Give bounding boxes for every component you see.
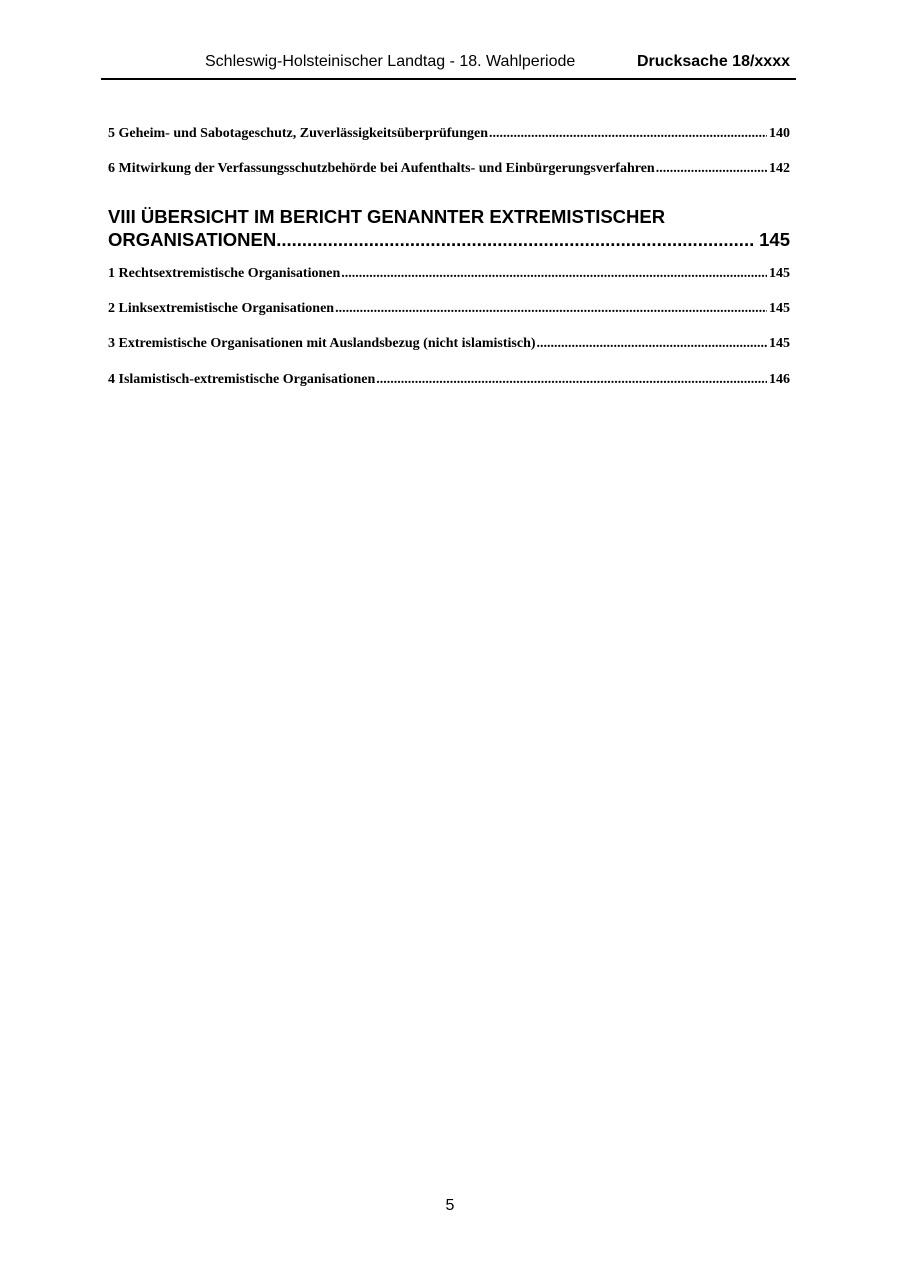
toc-chapter-viii[interactable] — [108, 205, 790, 251]
toc-entry-page: 142 — [769, 161, 790, 176]
toc-dot-leader — [376, 372, 767, 388]
toc-entry-4[interactable] — [108, 372, 790, 388]
toc-entry-page: 140 — [769, 126, 790, 141]
chapter-title-line1: VIII ÜBERSICHT IM BERICHT GENANNTER EXTREMISTISCHER — [108, 206, 666, 227]
toc-entry-page: 145 — [769, 266, 790, 281]
page-header — [101, 52, 796, 80]
toc-entry-3[interactable] — [108, 336, 790, 352]
toc-dot-leader — [656, 161, 767, 177]
toc-entry-label: 3 Extremistische Organisationen mit Auslandsbezug (nicht islamistisch) — [108, 336, 536, 351]
chapter-page: 145 — [759, 229, 790, 250]
toc-dot-leader — [489, 126, 767, 142]
toc-dot-leader — [341, 266, 767, 282]
toc-entry-page: 145 — [769, 301, 790, 316]
chapter-title-line2: ORGANISATIONEN — [108, 229, 277, 250]
toc-entry-label: 1 Rechtsextremistische Organisationen — [108, 266, 341, 281]
toc-entry-page: 146 — [769, 372, 790, 387]
toc-entry-label: 6 Mitwirkung der Verfassungsschutzbehörde bei Aufenthalts- und Einbürgerungsverfahren — [108, 161, 655, 176]
toc-entry-2[interactable] — [108, 301, 790, 317]
toc-entry-label: 5 Geheim- und Sabotageschutz, Zuverlässigkeitsüberprüfungen — [108, 126, 488, 141]
toc-entry-1[interactable] — [108, 266, 790, 282]
chapter-title-line2-row — [108, 228, 790, 251]
header-document-number: Drucksache 18/xxxx — [637, 53, 790, 70]
toc-dot-leader — [276, 228, 755, 251]
toc-entry-label: 2 Linksextremistische Organisationen — [108, 301, 335, 316]
header-title: Schleswig-Holsteinischer Landtag - 18. Wahlperiode — [205, 53, 576, 70]
toc-entry-page: 145 — [769, 336, 790, 351]
toc-dot-leader — [335, 301, 767, 317]
toc-entry-5[interactable] — [108, 126, 790, 142]
toc-entry-label: 4 Islamistisch-extremistische Organisationen — [108, 372, 376, 387]
toc-entry-6[interactable] — [108, 161, 790, 177]
page-number: 5 — [445, 1197, 455, 1214]
toc-dot-leader — [537, 336, 767, 352]
